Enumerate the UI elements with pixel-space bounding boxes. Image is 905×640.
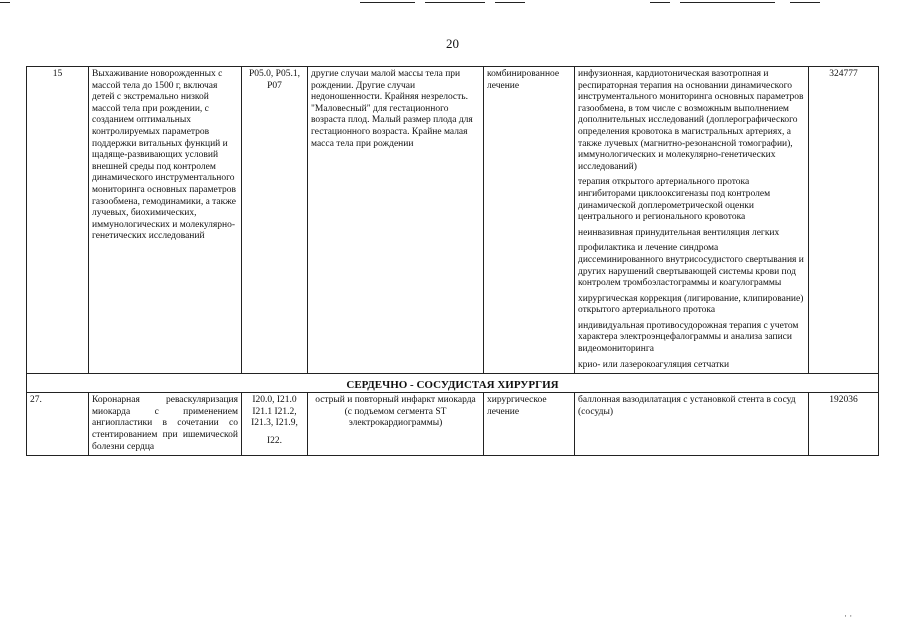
diagnosis: другие случаи малой массы тела при рождении. Другие случаи недоношенности. Крайняя незрелость. "Маловесный" для гестационного возраста плод. Малый размер плода для гестационного возраста. Крайне малая масса тела при рождении bbox=[308, 67, 484, 374]
method-item: индивидуальная противосудорожная терапия с учетом характера электроэнцефалограммы и анализа записи видеомониторинга bbox=[578, 320, 799, 355]
icd-codes bbox=[242, 393, 308, 456]
method-item: инфузионная, кардиотоническая вазотропная и респираторная терапия на основании динамического инструментального мониторинга основных параметров газообмена, в том числе с возможным выполнением дополнительных исследований (доплерографического определения кровотока в магистральных артериях, а также лучевых (магнитно-резонансной томографии), иммунологических и молекулярно-генетических исследований) bbox=[578, 69, 804, 172]
treatment-type: комбинированное лечение bbox=[484, 67, 575, 374]
method-item: терапия открытого артериального протока ингибиторами циклооксигеназы под контролем динамической доплерометрической оценки центрального и регионального кровотока bbox=[578, 177, 771, 223]
method-item: крио- или лазерокоагуляция сетчатки bbox=[578, 359, 730, 370]
icd-codes-line: I20.0, I21.0 I21.1 I21.2, I21.3, I21.9, bbox=[251, 395, 298, 429]
section-title: СЕРДЕЧНО - СОСУДИСТАЯ ХИРУРГИЯ bbox=[27, 374, 879, 393]
method-item: профилактика и лечение синдрома диссеминированного внутрисосудистого свертывания и других нарушений свертывающей системы крови под контролем тромбоэластограммы и коагулограммы bbox=[578, 243, 804, 289]
method-item: неинвазивная принудительная вентиляция легких bbox=[578, 227, 780, 238]
corner-marks: · · bbox=[844, 611, 853, 621]
price: 324777 bbox=[809, 67, 879, 374]
row-number: 15 bbox=[27, 67, 89, 374]
icd-codes-line: I22. bbox=[266, 436, 283, 447]
treatment-method: баллонная вазодилатация с установкой стента в сосуд (сосуды) bbox=[575, 393, 809, 456]
service-name: Коронарная реваскуляризация миокарда с применением ангиопластики в сочетании со стентированием при ишемической болезни сердца bbox=[89, 393, 242, 456]
treatment-type: хирургическое лечение bbox=[484, 393, 575, 456]
service-name: Выхаживание новорожденных с массой тела до 1500 г, включая детей с экстремально низкой массой тела при рождении, с созданием оптимальных контролируемых параметров поддержки витальных функций и щадяще-развивающих условий внешней среды под контролем динамического инструментального мониторинга основных параметров газообмена, гемодинамики, а также лучевых, биохимических, иммунологических и молекулярно-генетических исследований bbox=[89, 67, 242, 374]
page-number: 20 bbox=[446, 36, 459, 51]
row-number: 27. bbox=[27, 393, 89, 456]
diagnosis: острый и повторный инфаркт миокарда (с подъемом сегмента ST электрокардиограммы) bbox=[308, 393, 484, 456]
table-row bbox=[27, 393, 879, 456]
price: 192036 bbox=[809, 393, 879, 456]
treatment-methods bbox=[575, 67, 809, 374]
services-table bbox=[26, 66, 879, 456]
table-row bbox=[27, 67, 879, 374]
icd-codes: P05.0, P05.1, P07 bbox=[242, 67, 308, 374]
section-row bbox=[27, 374, 879, 393]
method-item: хирургическая коррекция (лигирование, клипирование) открытого артериального протока bbox=[578, 293, 804, 316]
top-scan-marks bbox=[0, 0, 905, 6]
